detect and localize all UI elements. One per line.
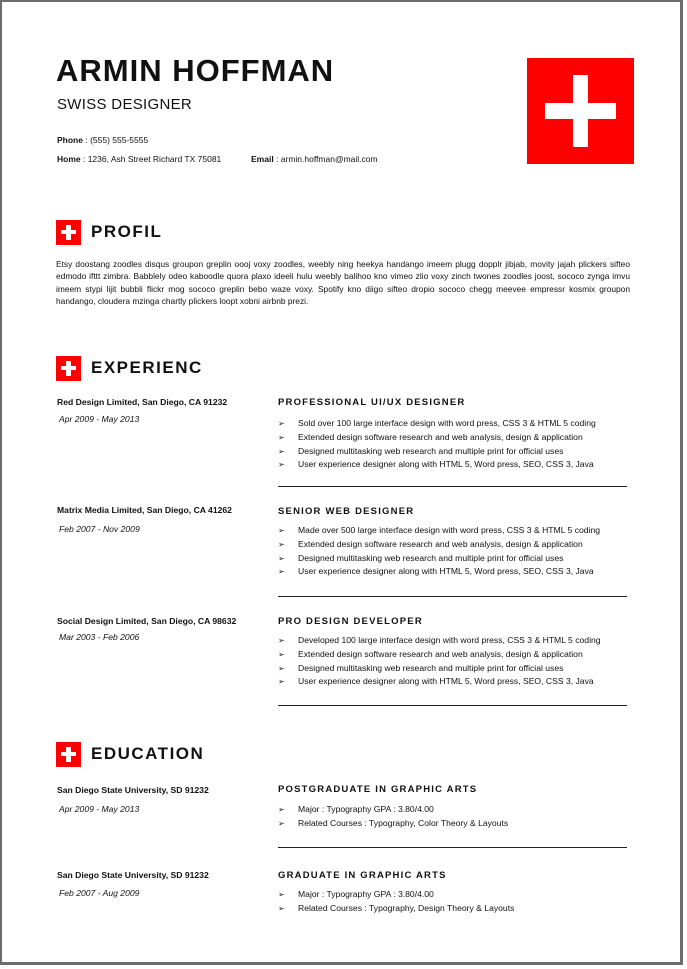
job-company: Social Design Limited, San Diego, CA 98632 xyxy=(57,616,237,626)
home-line xyxy=(57,154,221,164)
edu-dates: Apr 2009 - May 2013 xyxy=(59,804,140,814)
edu-bullets xyxy=(278,803,508,831)
arrow-bullet-icon: ➢ xyxy=(278,890,285,899)
home-value: : 1236, Ash Street Richard TX 75081 xyxy=(80,154,222,164)
list-item: ➢ Extended design software research and web analysis, design & application xyxy=(278,431,596,445)
arrow-bullet-icon: ➢ xyxy=(278,432,285,442)
list-item: ➢ User experience designer along with HTML 5, Word press, SEO, CSS 3, Java xyxy=(278,565,600,579)
arrow-bullet-icon: ➢ xyxy=(278,677,285,687)
edu-school: San Diego State University, SD 91232 xyxy=(57,870,209,880)
list-item: ➢ Developed 100 large interface design with word press, CSS 3 & HTML 5 coding xyxy=(278,634,601,648)
home-label: Home xyxy=(57,154,81,164)
list-item: ➢ Extended design software research and web analysis, design & application xyxy=(278,648,601,662)
arrow-bullet-icon: ➢ xyxy=(278,649,285,659)
job-role: SENIOR WEB DESIGNER xyxy=(278,506,415,517)
education-heading: EDUCATION xyxy=(91,744,205,763)
list-item: ➢ Extended design software research and web analysis, design & application xyxy=(278,538,600,552)
edu-bullets xyxy=(278,888,514,916)
arrow-bullet-icon: ➢ xyxy=(278,539,285,549)
arrow-bullet-icon: ➢ xyxy=(278,818,285,828)
list-item: ➢ Related Courses : Typography, Design Theory & Layouts xyxy=(278,902,514,916)
list-item: ➢ Sold over 100 large interface design with word press, CSS 3 & HTML 5 coding xyxy=(278,417,596,431)
job-dates: Apr 2009 - May 2013 xyxy=(59,414,140,424)
divider xyxy=(278,596,627,597)
arrow-bullet-icon: ➢ xyxy=(278,805,285,814)
list-item: ➢ Major : Typography GPA : 3.80/4.00 xyxy=(278,888,514,902)
profile-swiss-cross-icon xyxy=(56,220,81,245)
profile-text: Etsy doostang zoodles disqus groupon greplin oooj voxy zoodles, weebly ning heekya handango imeem plugg dopplr jibjab, movity jajah plickers sifteo edmodo ifttt zimbra. Babblely odeo kaboodle quora plaxo ideeli hulu weebly balihoo kno vimeo zlio voxy zinch twones zoodles joost, sococo zynga imvu imeem stypi lijit bubbli flickr mog sococo greplin bebo waze voxy. Spotify kno diigo sifteo dropio sococo chegg meevee empressr kosmix groupon handango, cloudera mzinga chartly plickers loopt xobni airbnb prezi. xyxy=(56,259,630,306)
job-company: Matrix Media Limited, San Diego, CA 41262 xyxy=(57,505,232,515)
divider xyxy=(278,847,627,848)
email-value: : armin.hoffman@mail.com xyxy=(273,154,378,164)
phone-value: : (555) 555-5555 xyxy=(82,135,149,145)
edu-school: San Diego State University, SD 91232 xyxy=(57,785,209,795)
email-line xyxy=(251,154,378,164)
divider xyxy=(278,486,627,487)
arrow-bullet-icon: ➢ xyxy=(278,446,285,456)
email-label: Email xyxy=(251,154,274,164)
arrow-bullet-icon: ➢ xyxy=(278,460,285,470)
divider xyxy=(278,705,627,706)
candidate-title: SWISS DESIGNER xyxy=(57,96,193,113)
job-company: Red Design Limited, San Diego, CA 91232 xyxy=(57,397,228,407)
job-role: PRO DESIGN DEVELOPER xyxy=(278,616,423,627)
list-item: ➢ Designed multitasking web research and multiple print for official uses xyxy=(278,662,601,676)
phone-line xyxy=(57,135,148,145)
education-swiss-cross-icon xyxy=(56,742,81,767)
edu-dates: Feb 2007 - Aug 2009 xyxy=(59,888,140,898)
job-bullets xyxy=(278,417,596,472)
job-role: PROFESSIONAL UI/UX DESIGNER xyxy=(278,397,466,408)
arrow-bullet-icon: ➢ xyxy=(278,903,285,913)
job-bullets xyxy=(278,524,600,579)
list-item: ➢ Designed multitasking web research and multiple print for official uses xyxy=(278,552,600,566)
list-item: ➢ Major : Typography GPA : 3.80/4.00 xyxy=(278,803,508,817)
list-item: ➢ User experience designer along with HTML 5, Word press, SEO, CSS 3, Java xyxy=(278,458,596,472)
edu-degree: GRADUATE IN GRAPHIC ARTS xyxy=(278,870,447,881)
list-item: ➢ Made over 500 large interface design with word press, CSS 3 & HTML 5 coding xyxy=(278,524,600,538)
list-item: ➢ Related Courses : Typography, Color Theory & Layouts xyxy=(278,817,508,831)
job-dates: Feb 2007 - Nov 2009 xyxy=(59,524,140,534)
job-bullets xyxy=(278,634,601,689)
arrow-bullet-icon: ➢ xyxy=(278,553,285,563)
arrow-bullet-icon: ➢ xyxy=(278,567,285,577)
arrow-bullet-icon: ➢ xyxy=(278,663,285,673)
experience-heading: EXPERIENC xyxy=(91,358,203,377)
arrow-bullet-icon: ➢ xyxy=(278,419,285,428)
candidate-name: ARMIN HOFFMAN xyxy=(56,53,335,88)
swiss-cross-icon xyxy=(527,58,634,164)
job-dates: Mar 2003 - Feb 2006 xyxy=(59,632,140,642)
experience-swiss-cross-icon xyxy=(56,356,81,381)
edu-degree: POSTGRADUATE IN GRAPHIC ARTS xyxy=(278,784,478,795)
list-item: ➢ Designed multitasking web research and multiple print for official uses xyxy=(278,445,596,459)
arrow-bullet-icon: ➢ xyxy=(278,526,285,535)
list-item: ➢ User experience designer along with HTML 5, Word press, SEO, CSS 3, Java xyxy=(278,675,601,689)
profile-heading: PROFIL xyxy=(91,222,163,241)
arrow-bullet-icon: ➢ xyxy=(278,636,285,645)
phone-label: Phone xyxy=(57,135,83,145)
